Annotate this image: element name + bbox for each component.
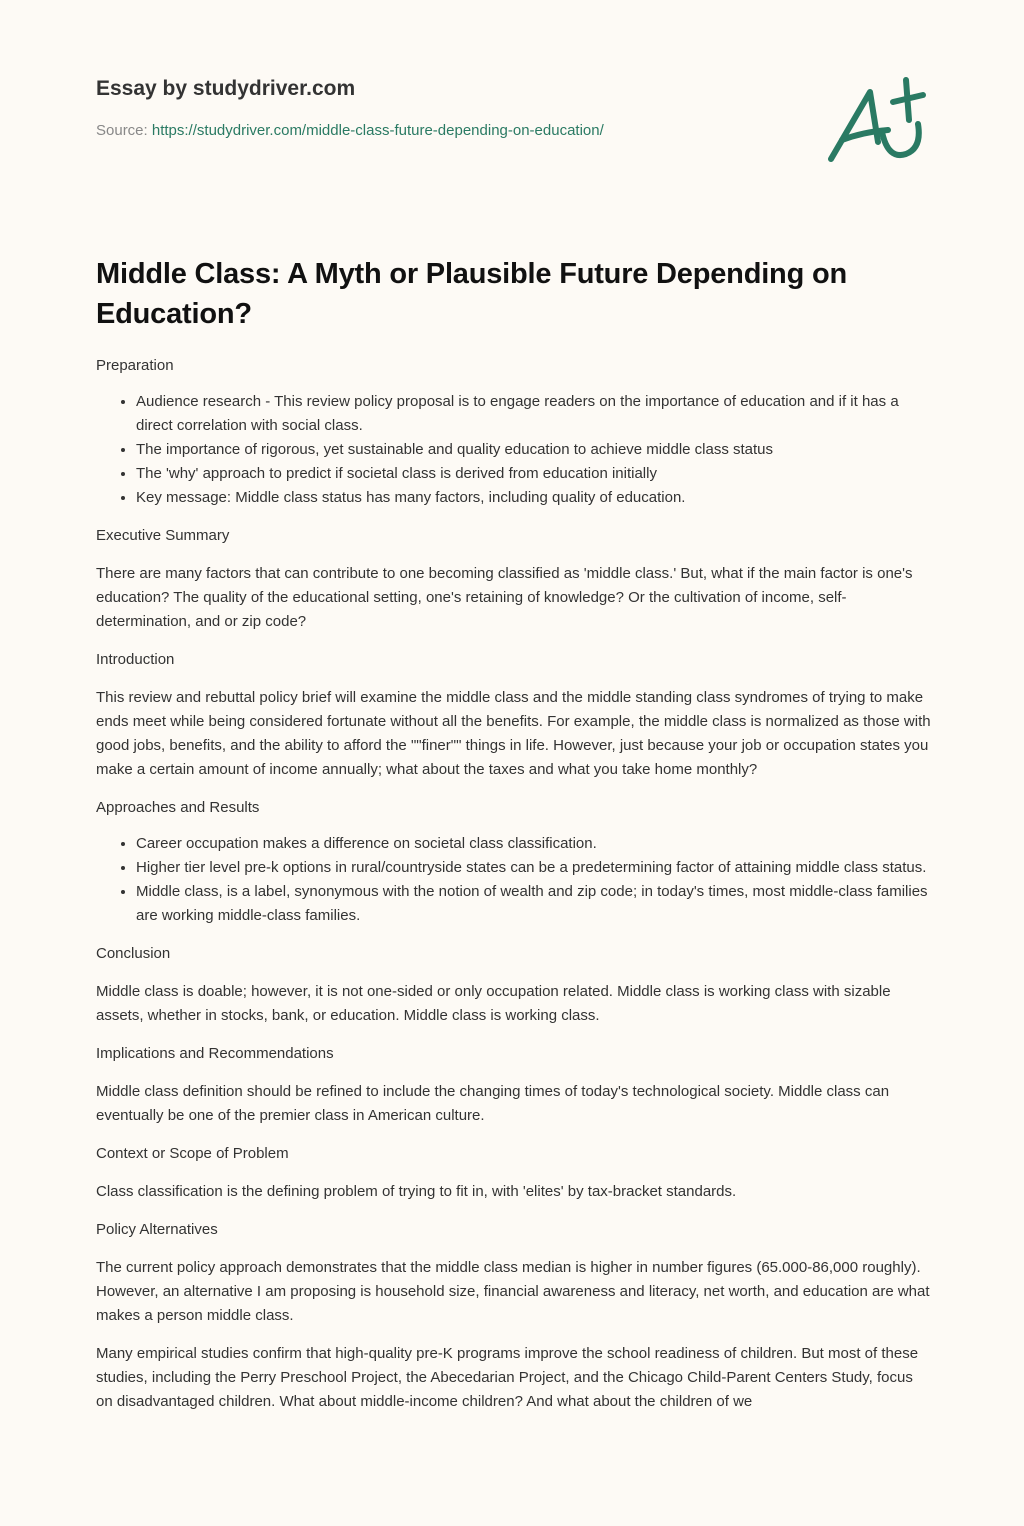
section-heading: Conclusion [96,945,171,962]
essay-content [96,254,932,1428]
essay-title: Middle Class: A Myth or Plausible Future Depending on Education? [96,258,847,330]
list-item: • Middle class, is a label, synonymous with the notion of wealth and zip code; in today's times, most middle-class families are working middle-class families. [136,880,932,928]
section-heading: Context or Scope of Problem [96,1145,289,1162]
list-item: • Audience research - This review policy proposal is to engage readers on the importance of education and if it has a direct correlation with social class. [136,390,932,438]
paragraph: This review and rebuttal policy brief will examine the middle class and the middle standing class syndromes of trying to make ends meet while being considered fortunate without all the benefits. For example, the middle class is normalized as those with good jobs, benefits, and the ability to afford the ""finer"" things in life. However, just because your job or occupation states you make a certain amount of income annually; what about the taxes and what you take home monthly? [96,689,931,778]
section-executive-summary [96,524,932,634]
section-policy-alternatives [96,1218,932,1414]
paragraph: Many empirical studies confirm that high-quality pre-K programs improve the school readiness of children. But most of these studies, including the Perry Preschool Project, the Abecedarian Project, and the Chicago Child-Parent Centers Study, focus on disadvantaged children. What about middle-income children? And what about the children of we [96,1345,919,1410]
paragraph: Class classification is the defining problem of trying to fit in, with 'elites' by tax-bracket standards. [96,1183,737,1200]
source-label: Source: [96,122,148,139]
list-item: • Higher tier level pre-k options in rural/countryside states can be a predetermining factor of attaining middle class status. [136,856,932,880]
section-heading: Approaches and Results [96,799,260,816]
section-implications [96,1042,932,1128]
list-item: • The 'why' approach to predict if societal class is derived from education initially [136,462,932,486]
section-heading: Preparation [96,357,174,374]
source-line [96,121,796,141]
section-heading: Implications and Recommendations [96,1045,334,1062]
section-context [96,1142,932,1204]
section-introduction [96,648,932,782]
paragraph: The current policy approach demonstrates that the middle class median is higher in number figures (65.000-86,000 roughly). However, an alternative I am proposing is household size, financial awareness and literacy, net worth, and education are what makes a person middle class. [96,1259,930,1324]
section-heading: Policy Alternatives [96,1221,218,1238]
brand-title: Essay by studydriver.com [96,77,356,100]
section-heading: Executive Summary [96,527,230,544]
section-conclusion [96,942,932,1028]
paragraph: Middle class definition should be refined to include the changing times of today's technological society. Middle class can eventually be one of the premier class in American culture. [96,1083,890,1124]
paragraph: There are many factors that can contribute to one becoming classified as 'middle class.' But, what if the main factor is one's education? The quality of the educational setting, one's retaining of knowledge? Or the cultivation of income, self-determination, and or zip code? [96,565,913,630]
list-item: • The importance of rigorous, yet sustainable and quality education to achieve middle class status [136,438,932,462]
paragraph: Middle class is doable; however, it is not one-sided or only occupation related. Middle class is working class with sizable assets, whether in stocks, bank, or education. Middle class is working class. [96,983,891,1024]
list-item: • Career occupation makes a difference on societal class classification. [136,832,932,856]
list-item: • Key message: Middle class status has many factors, including quality of education. [136,486,932,510]
section-heading: Introduction [96,651,175,668]
section-approaches [96,796,932,928]
source-link[interactable]: https://studydriver.com/middle-class-future-depending-on-education/ [151,122,604,139]
approaches-list [96,832,932,928]
a-plus-grade-icon [818,62,933,172]
preparation-list [96,390,932,510]
page-header [96,74,796,141]
section-preparation [96,354,932,510]
